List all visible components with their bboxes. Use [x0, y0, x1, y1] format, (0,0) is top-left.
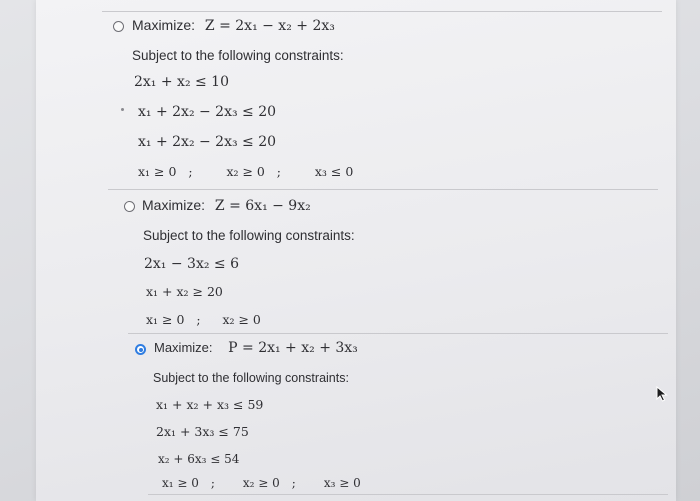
option-2-nonneg-x1: x₁ ≥ 0 [146, 312, 185, 327]
option-3-constraint-2: 2x₁ + 3x₃ ≤ 75 [156, 424, 249, 439]
option-1-label: Maximize: [132, 17, 196, 33]
option-3-nonneg-x3: x₃ ≥ 0 [323, 476, 361, 490]
option-3-nonneg-x1: x₁ ≥ 0 [162, 476, 199, 490]
option-3-sep-1: ; [210, 476, 215, 490]
bottom-divider [148, 494, 668, 495]
divider-2 [128, 333, 668, 334]
mouse-pointer-icon [656, 386, 668, 402]
option-1-radio[interactable] [113, 21, 124, 32]
divider-1 [108, 189, 658, 190]
option-3-nonneg-x2: x₂ ≥ 0 [242, 476, 280, 490]
option-2-nonnegativity [146, 312, 261, 327]
option-2-nonneg-x2: x₂ ≥ 0 [222, 312, 261, 327]
option-2-subject: Subject to the following constraints: [143, 228, 355, 243]
question-panel [36, 0, 676, 501]
option-1-subject: Subject to the following constraints: [132, 48, 344, 63]
option-3-subject: Subject to the following constraints: [153, 371, 349, 385]
option-2-objective: Z = 6x₁ − 9x₂ [214, 198, 311, 214]
option-1-objective: Z = 2x₁ − x₂ + 2x₃ [204, 18, 335, 34]
top-divider [102, 11, 662, 12]
option-3-objective: P = 2x₁ + x₂ + 3x₃ [228, 340, 358, 356]
option-1-constraint-3: x₁ + 2x₂ − 2x₃ ≤ 20 [138, 134, 277, 150]
option-2-sep-1: ; [196, 312, 201, 327]
option-1-constraint-2: x₁ + 2x₂ − 2x₃ ≤ 20 [138, 104, 277, 120]
option-3-nonnegativity [162, 476, 361, 490]
option-1-bullet [121, 108, 124, 111]
option-1-nonneg-x2: x₂ ≥ 0 [226, 164, 265, 179]
option-1-nonneg-x3: x₃ ≤ 0 [314, 164, 354, 179]
option-2-constraint-1: 2x₁ − 3x₂ ≤ 6 [144, 256, 239, 272]
option-1-nonnegativity [138, 164, 353, 179]
option-2-label: Maximize: [142, 197, 206, 213]
option-1-nonneg-x1: x₁ ≥ 0 [138, 164, 177, 179]
option-2-constraint-2: x₁ + x₂ ≥ 20 [146, 284, 223, 299]
option-3-constraint-3: x₂ + 6x₃ ≤ 54 [158, 452, 240, 466]
option-1-constraint-1: 2x₁ + x₂ ≤ 10 [134, 74, 229, 90]
option-1-sep-1: ; [188, 164, 193, 179]
option-3-radio-selected[interactable] [135, 344, 146, 355]
option-3-constraint-1: x₁ + x₂ + x₃ ≤ 59 [156, 397, 264, 412]
option-3-sep-2: ; [291, 476, 296, 490]
option-3-label: Maximize: [154, 340, 213, 355]
option-2-radio[interactable] [124, 201, 135, 212]
option-1-sep-2: ; [276, 164, 281, 179]
